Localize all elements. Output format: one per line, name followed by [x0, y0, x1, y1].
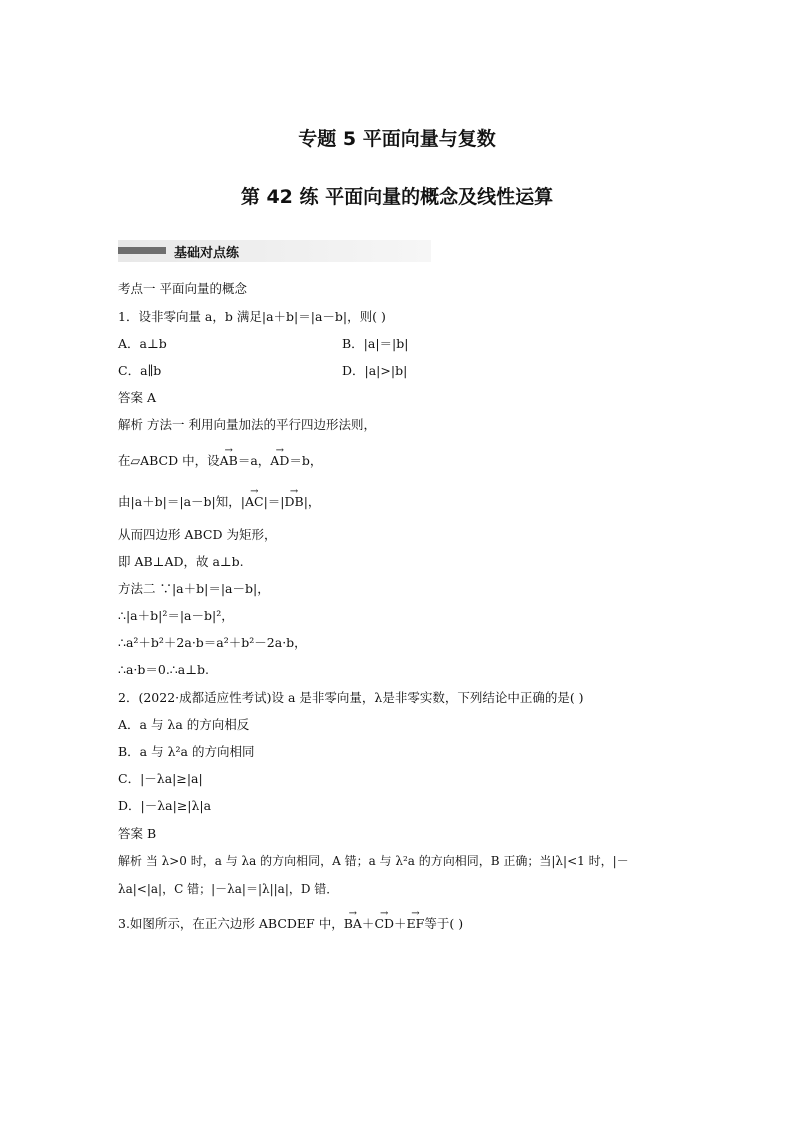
section-label: 基础对点练	[174, 246, 240, 261]
q1-solution-line: ∴|a＋b|²＝|a－b|²，	[118, 608, 234, 623]
topic-title: 专题 5 平面向量与复数	[298, 128, 496, 150]
q1-option-a: A．a⊥b	[118, 336, 167, 351]
vector-ab: → AB	[220, 453, 238, 469]
text: 3.如图所示，在正六边形 ABCDEF 中，	[118, 916, 344, 931]
q1-solution-line: ∴a·b＝0.∴a⊥b.	[118, 662, 209, 677]
q1-solution-line: 解析 方法一 利用向量加法的平行四边形法则，	[118, 417, 376, 432]
q1-solution-line: 从而四边形 ABCD 为矩形，	[118, 527, 277, 542]
q2-option-c: C．|－λa|≥|a|	[118, 771, 203, 786]
q1-solution-line: 方法二 ∵|a＋b|＝|a－b|，	[118, 581, 270, 596]
text: ＋	[394, 916, 407, 931]
kaodian-heading: 考点一 平面向量的概念	[118, 281, 247, 296]
q1-option-d: D．|a|>|b|	[342, 363, 408, 378]
text: ＋	[361, 916, 375, 931]
q2-stem: 2．(2022·成都适应性考试)设 a 是非零向量，λ是非零实数，下列结论中正确的是( )	[118, 690, 584, 705]
q1-answer: 答案 A	[118, 390, 157, 405]
q2-option-a: A．a 与 λa 的方向相反	[118, 717, 250, 732]
q1-solution-line: ∴a²＋b²＋2a·b＝a²＋b²－2a·b，	[118, 635, 307, 650]
q1-solution-line	[118, 453, 322, 469]
text: |，	[303, 494, 321, 509]
q1-stem: 1．设非零向量 a，b 满足|a＋b|＝|a－b|，则( )	[118, 309, 386, 324]
vector-db: → DB	[285, 494, 304, 510]
vector-ef: → EF	[407, 916, 425, 932]
text: 在▱ABCD 中，设	[118, 453, 220, 468]
text: ＝a，	[237, 453, 271, 468]
q2-answer: 答案 B	[118, 826, 157, 841]
text: |＝|	[263, 494, 285, 509]
vector-ac: → AC	[245, 494, 264, 510]
q1-option-b: B．|a|＝|b|	[342, 336, 409, 351]
q1-solution-line: 即 AB⊥AD，故 a⊥b.	[118, 554, 244, 569]
text: 由|a＋b|＝|a－b|知，|	[118, 494, 245, 509]
vector-cd: → CD	[374, 916, 394, 932]
vector-ad: → AD	[270, 453, 289, 469]
text: ＝b，	[289, 453, 323, 468]
section-marker	[118, 247, 166, 254]
q2-option-d: D．|－λa|≥|λ|a	[118, 798, 212, 813]
q2-solution-line: λa|<|a|，C 错；|－λa|＝|λ||a|，D 错．	[118, 882, 339, 896]
vector-ba: → BA	[344, 916, 362, 932]
q2-option-b: B．a 与 λ²a 的方向相同	[118, 744, 255, 759]
q1-option-c: C．a∥b	[118, 363, 162, 378]
text: 等于( )	[424, 916, 464, 931]
lesson-title: 第 42 练 平面向量的概念及线性运算	[240, 186, 554, 208]
q3-stem	[118, 916, 463, 932]
q2-solution-line: 解析 当 λ>0 时，a 与 λa 的方向相同，A 错；a 与 λ²a 的方向相同，B 正确；当|λ|<1 时，|－	[118, 854, 629, 868]
q1-solution-line	[118, 494, 320, 510]
section-header	[118, 240, 431, 262]
